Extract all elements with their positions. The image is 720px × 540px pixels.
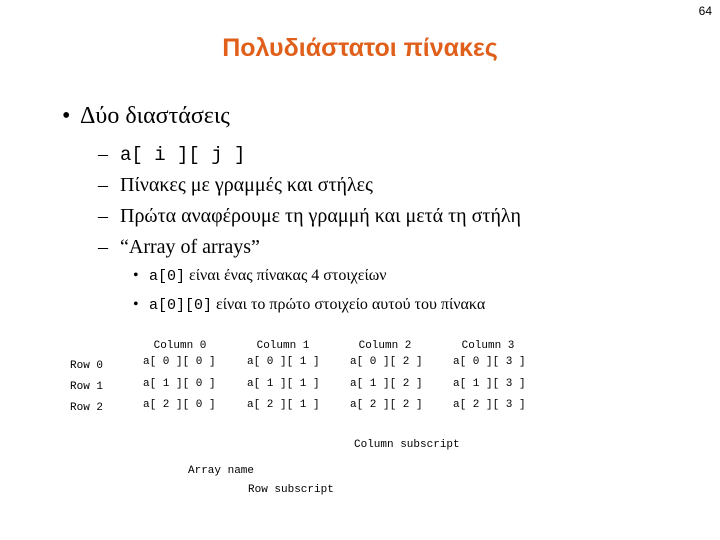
table-cell: a[ 0 ][ 1 ] bbox=[247, 356, 320, 368]
bullet-dot-icon: • bbox=[133, 296, 139, 313]
row-subscript-label: Row subscript bbox=[248, 484, 334, 496]
subitem-0 bbox=[98, 143, 245, 166]
table-cell: a[ 2 ][ 2 ] bbox=[350, 399, 423, 411]
table-cell: a[ 1 ][ 3 ] bbox=[453, 378, 526, 390]
subsub-item-0 bbox=[133, 267, 387, 285]
dash-icon: – bbox=[98, 143, 108, 165]
subsub-code: a[0] bbox=[149, 268, 186, 285]
column-header: Column 1 bbox=[256, 340, 310, 352]
subitem-text: “Array of arrays” bbox=[120, 236, 260, 258]
slide-title: Πολυδιάστατοι πίνακες bbox=[222, 34, 498, 62]
table-cell: a[ 0 ][ 2 ] bbox=[350, 356, 423, 368]
table-cell: a[ 2 ][ 0 ] bbox=[143, 399, 216, 411]
subitem-text: Πίνακες με γραμμές και στήλες bbox=[120, 174, 373, 196]
subsub-item-1 bbox=[133, 296, 485, 314]
subsub-text: είναι το πρώτο στοιχείο αυτού του πίνακα bbox=[212, 296, 486, 313]
page-number: 64 bbox=[698, 4, 712, 18]
subitem-1 bbox=[98, 174, 373, 197]
dash-icon: – bbox=[98, 236, 108, 258]
row-label: Row 2 bbox=[70, 402, 104, 414]
bullet-text: Δύο διαστάσεις bbox=[80, 103, 230, 129]
array-name-label: Array name bbox=[188, 465, 255, 477]
column-subscript-label: Column subscript bbox=[354, 439, 460, 451]
table-cell: a[ 2 ][ 3 ] bbox=[453, 399, 526, 411]
dash-icon: – bbox=[98, 174, 108, 196]
column-header: Column 2 bbox=[358, 340, 412, 352]
bullet-dot-icon: • bbox=[133, 267, 139, 284]
table-cell: a[ 1 ][ 1 ] bbox=[247, 378, 320, 390]
subitem-text: Πρώτα αναφέρουμε τη γραμμή και μετά τη στήλη bbox=[120, 205, 521, 227]
subsub-code: a[0][0] bbox=[149, 297, 213, 314]
table-cell: a[ 2 ][ 1 ] bbox=[247, 399, 320, 411]
row-label: Row 1 bbox=[70, 381, 104, 393]
table-cell: a[ 0 ][ 3 ] bbox=[453, 356, 526, 368]
subitem-code: a[ i ][ j ] bbox=[120, 144, 246, 166]
table-cell: a[ 0 ][ 0 ] bbox=[143, 356, 216, 368]
dash-icon: – bbox=[98, 205, 108, 227]
bullet-item bbox=[62, 103, 230, 130]
column-header: Column 3 bbox=[461, 340, 515, 352]
column-header: Column 0 bbox=[153, 340, 207, 352]
subsub-text: είναι ένας πίνακας 4 στοιχείων bbox=[185, 267, 387, 284]
row-label: Row 0 bbox=[70, 360, 104, 372]
table-cell: a[ 1 ][ 0 ] bbox=[143, 378, 216, 390]
bullet-dot-icon: • bbox=[62, 103, 71, 129]
subitem-3 bbox=[98, 236, 260, 259]
table-cell: a[ 1 ][ 2 ] bbox=[350, 378, 423, 390]
subitem-2 bbox=[98, 205, 521, 228]
